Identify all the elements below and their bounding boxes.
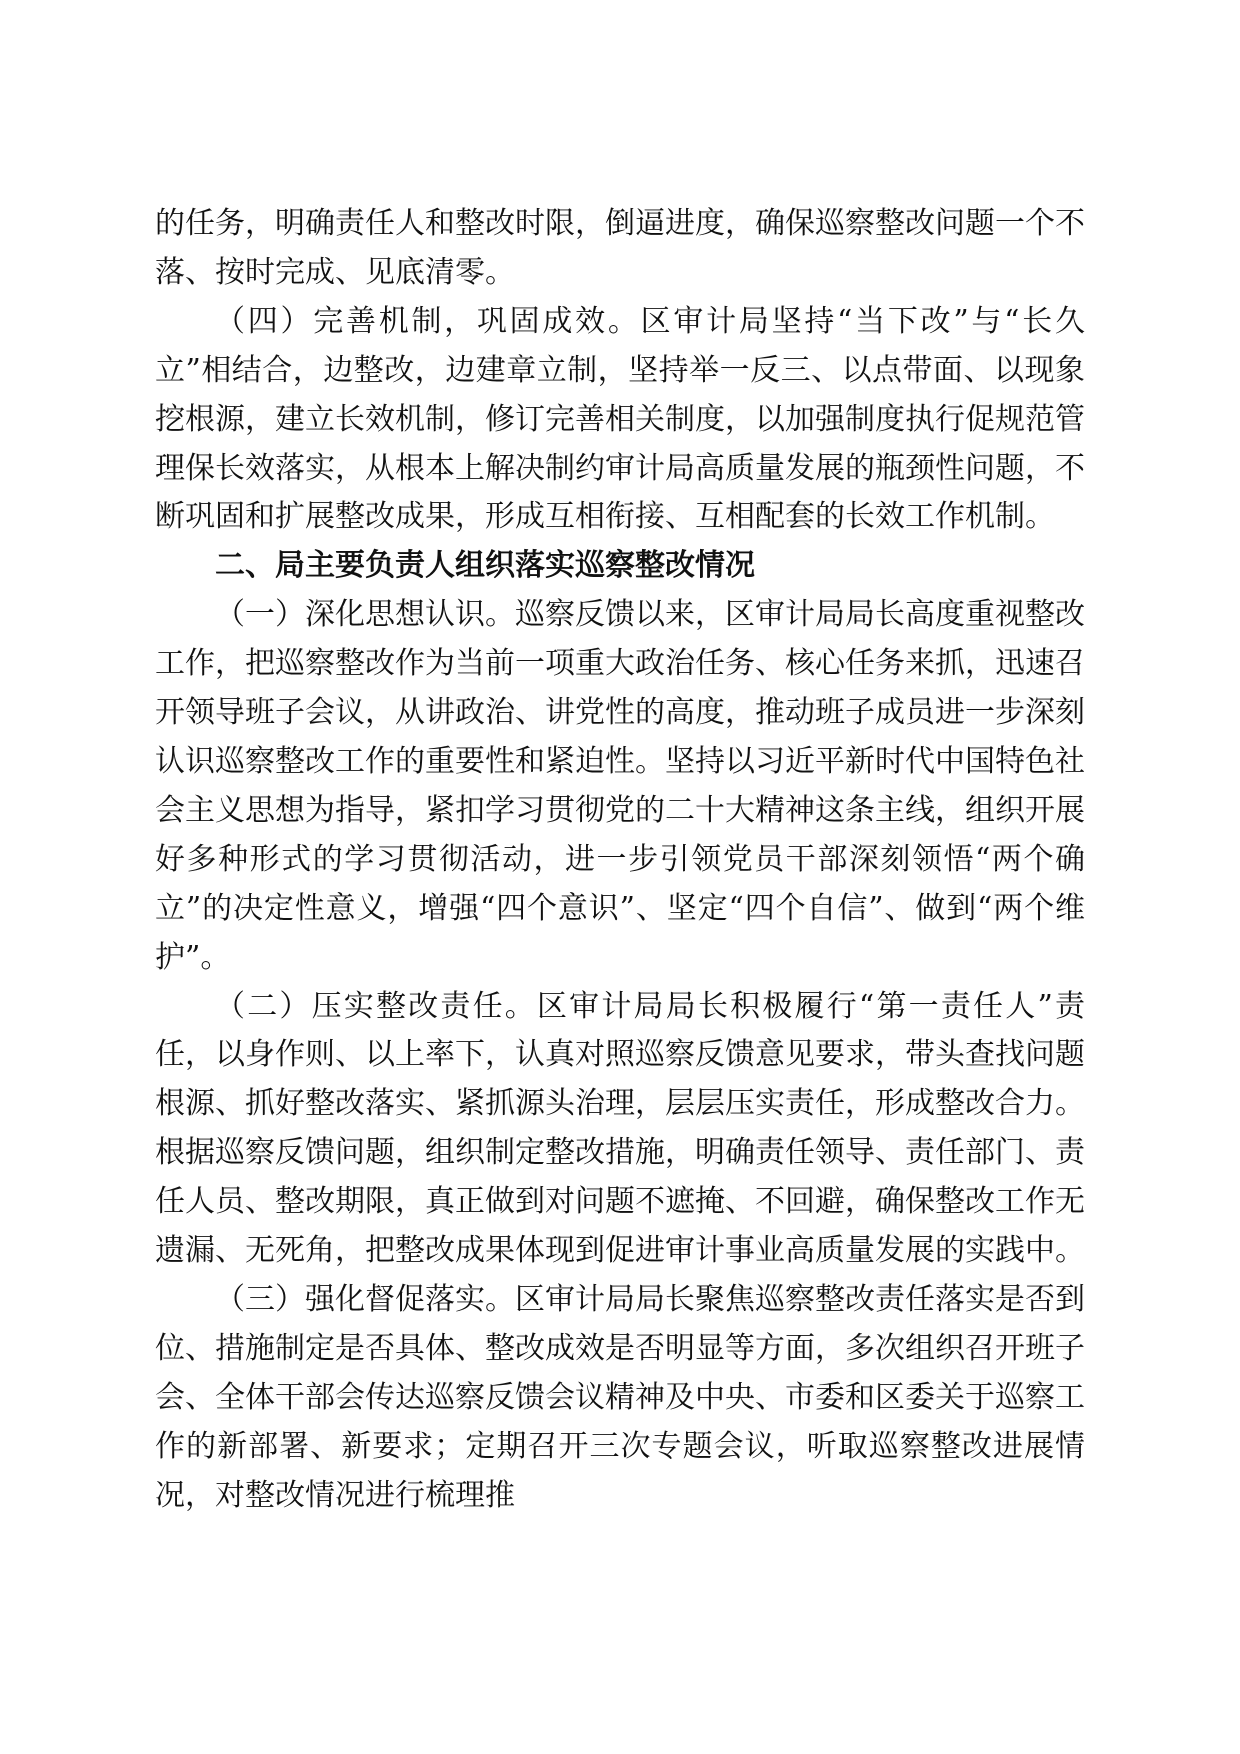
section-heading-2: 二、局主要负责人组织落实巡察整改情况 (215, 548, 755, 584)
paragraph-improve-mechanism: （四）完善机制，巩固成效。区审计局坚持“当下改”与“长久立”相结合，边整改，边建章立制，坚持举一反三、以点带面、以现象挖根源，建立长效机制，修订完善相关制度，以加强制度执行促规范管理保长效落实，从根本上解决制约审计局高质量发展的瓶颈性问题，不断巩固和扩展整改成果，形成互相衔接、互相配套的长效工作机制。 (155, 303, 1085, 535)
document-body (155, 200, 1085, 1520)
paragraph-continuation: 的任务，明确责任人和整改时限，倒逼进度，确保巡察整改问题一个不落、按时完成、见底清零。 (155, 206, 1085, 290)
paragraph-deepen-understanding: （一）深化思想认识。巡察反馈以来，区审计局局长高度重视整改工作，把巡察整改作为当前一项重大政治任务、核心任务来抓，迅速召开领导班子会议，从讲政治、讲党性的高度，推动班子成员进一步深刻认识巡察整改工作的重要性和紧迫性。坚持以习近平新时代中国特色社会主义思想为指导，紧扣学习贯彻党的二十大精神这条主线，组织开展好多种形式的学习贯彻活动，进一步引领党员干部深刻领悟“两个确立”的决定性意义，增强“四个意识”、坚定“四个自信”、做到“两个维护”。 (155, 597, 1085, 975)
paragraph-consolidate-responsibility: （二）压实整改责任。区审计局局长积极履行“第一责任人”责任，以身作则、以上率下，认真对照巡察反馈意见要求，带头查找问题根源、抓好整改落实、紧抓源头治理，层层压实责任，形成整改合力。根据巡察反馈问题，组织制定整改措施，明确责任领导、责任部门、责任人员、整改期限，真正做到对问题不遮掩、不回避，确保整改工作无遗漏、无死角，把整改成果体现到促进审计事业高质量发展的实践中。 (155, 988, 1085, 1269)
paragraph-strengthen-supervision: （三）强化督促落实。区审计局局长聚焦巡察整改责任落实是否到位、措施制定是否具体、整改成效是否明显等方面，多次组织召开班子会、全体干部会传达巡察反馈会议精神及中央、市委和区委关于巡察工作的新部署、新要求；定期召开三次专题会议，听取巡察整改进展情况，对整改情况进行梳理推 (155, 1281, 1085, 1513)
